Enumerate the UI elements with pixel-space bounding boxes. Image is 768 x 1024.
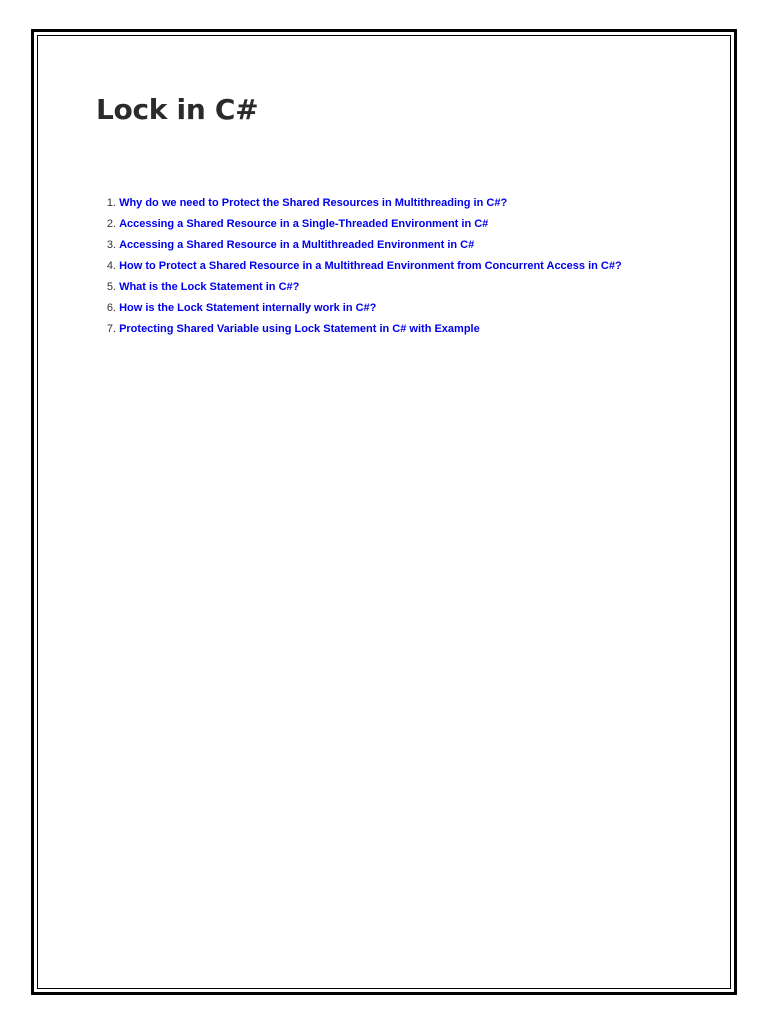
page-title: Lock in C#	[96, 93, 259, 126]
toc-link[interactable]: Protecting Shared Variable using Lock Statement in C# with Example	[119, 323, 480, 335]
toc-item-number: 7.	[106, 323, 116, 335]
toc-item-number: 1.	[106, 197, 116, 209]
toc-item	[96, 193, 622, 214]
toc-item-number: 2.	[106, 218, 116, 230]
table-of-contents	[96, 193, 622, 340]
toc-link[interactable]: What is the Lock Statement in C#?	[119, 281, 300, 293]
toc-item-number: 3.	[106, 239, 116, 251]
page-frame	[31, 29, 737, 995]
toc-item	[96, 298, 622, 319]
toc-link[interactable]: Accessing a Shared Resource in a Single-Threaded Environment in C#	[119, 218, 489, 230]
toc-item-number: 6.	[106, 302, 116, 314]
toc-link[interactable]: How is the Lock Statement internally work in C#?	[119, 302, 377, 314]
toc-item	[96, 235, 622, 256]
toc-link[interactable]: How to Protect a Shared Resource in a Multithread Environment from Concurrent Access in C#?	[119, 260, 622, 272]
toc-item-number: 5.	[106, 281, 116, 293]
toc-item	[96, 214, 622, 235]
toc-link[interactable]: Accessing a Shared Resource in a Multithreaded Environment in C#	[119, 239, 475, 251]
toc-item-number: 4.	[106, 260, 116, 272]
toc-item	[96, 277, 622, 298]
toc-item	[96, 319, 622, 340]
toc-link[interactable]: Why do we need to Protect the Shared Resources in Multithreading in C#?	[119, 197, 508, 209]
toc-item	[96, 256, 622, 277]
